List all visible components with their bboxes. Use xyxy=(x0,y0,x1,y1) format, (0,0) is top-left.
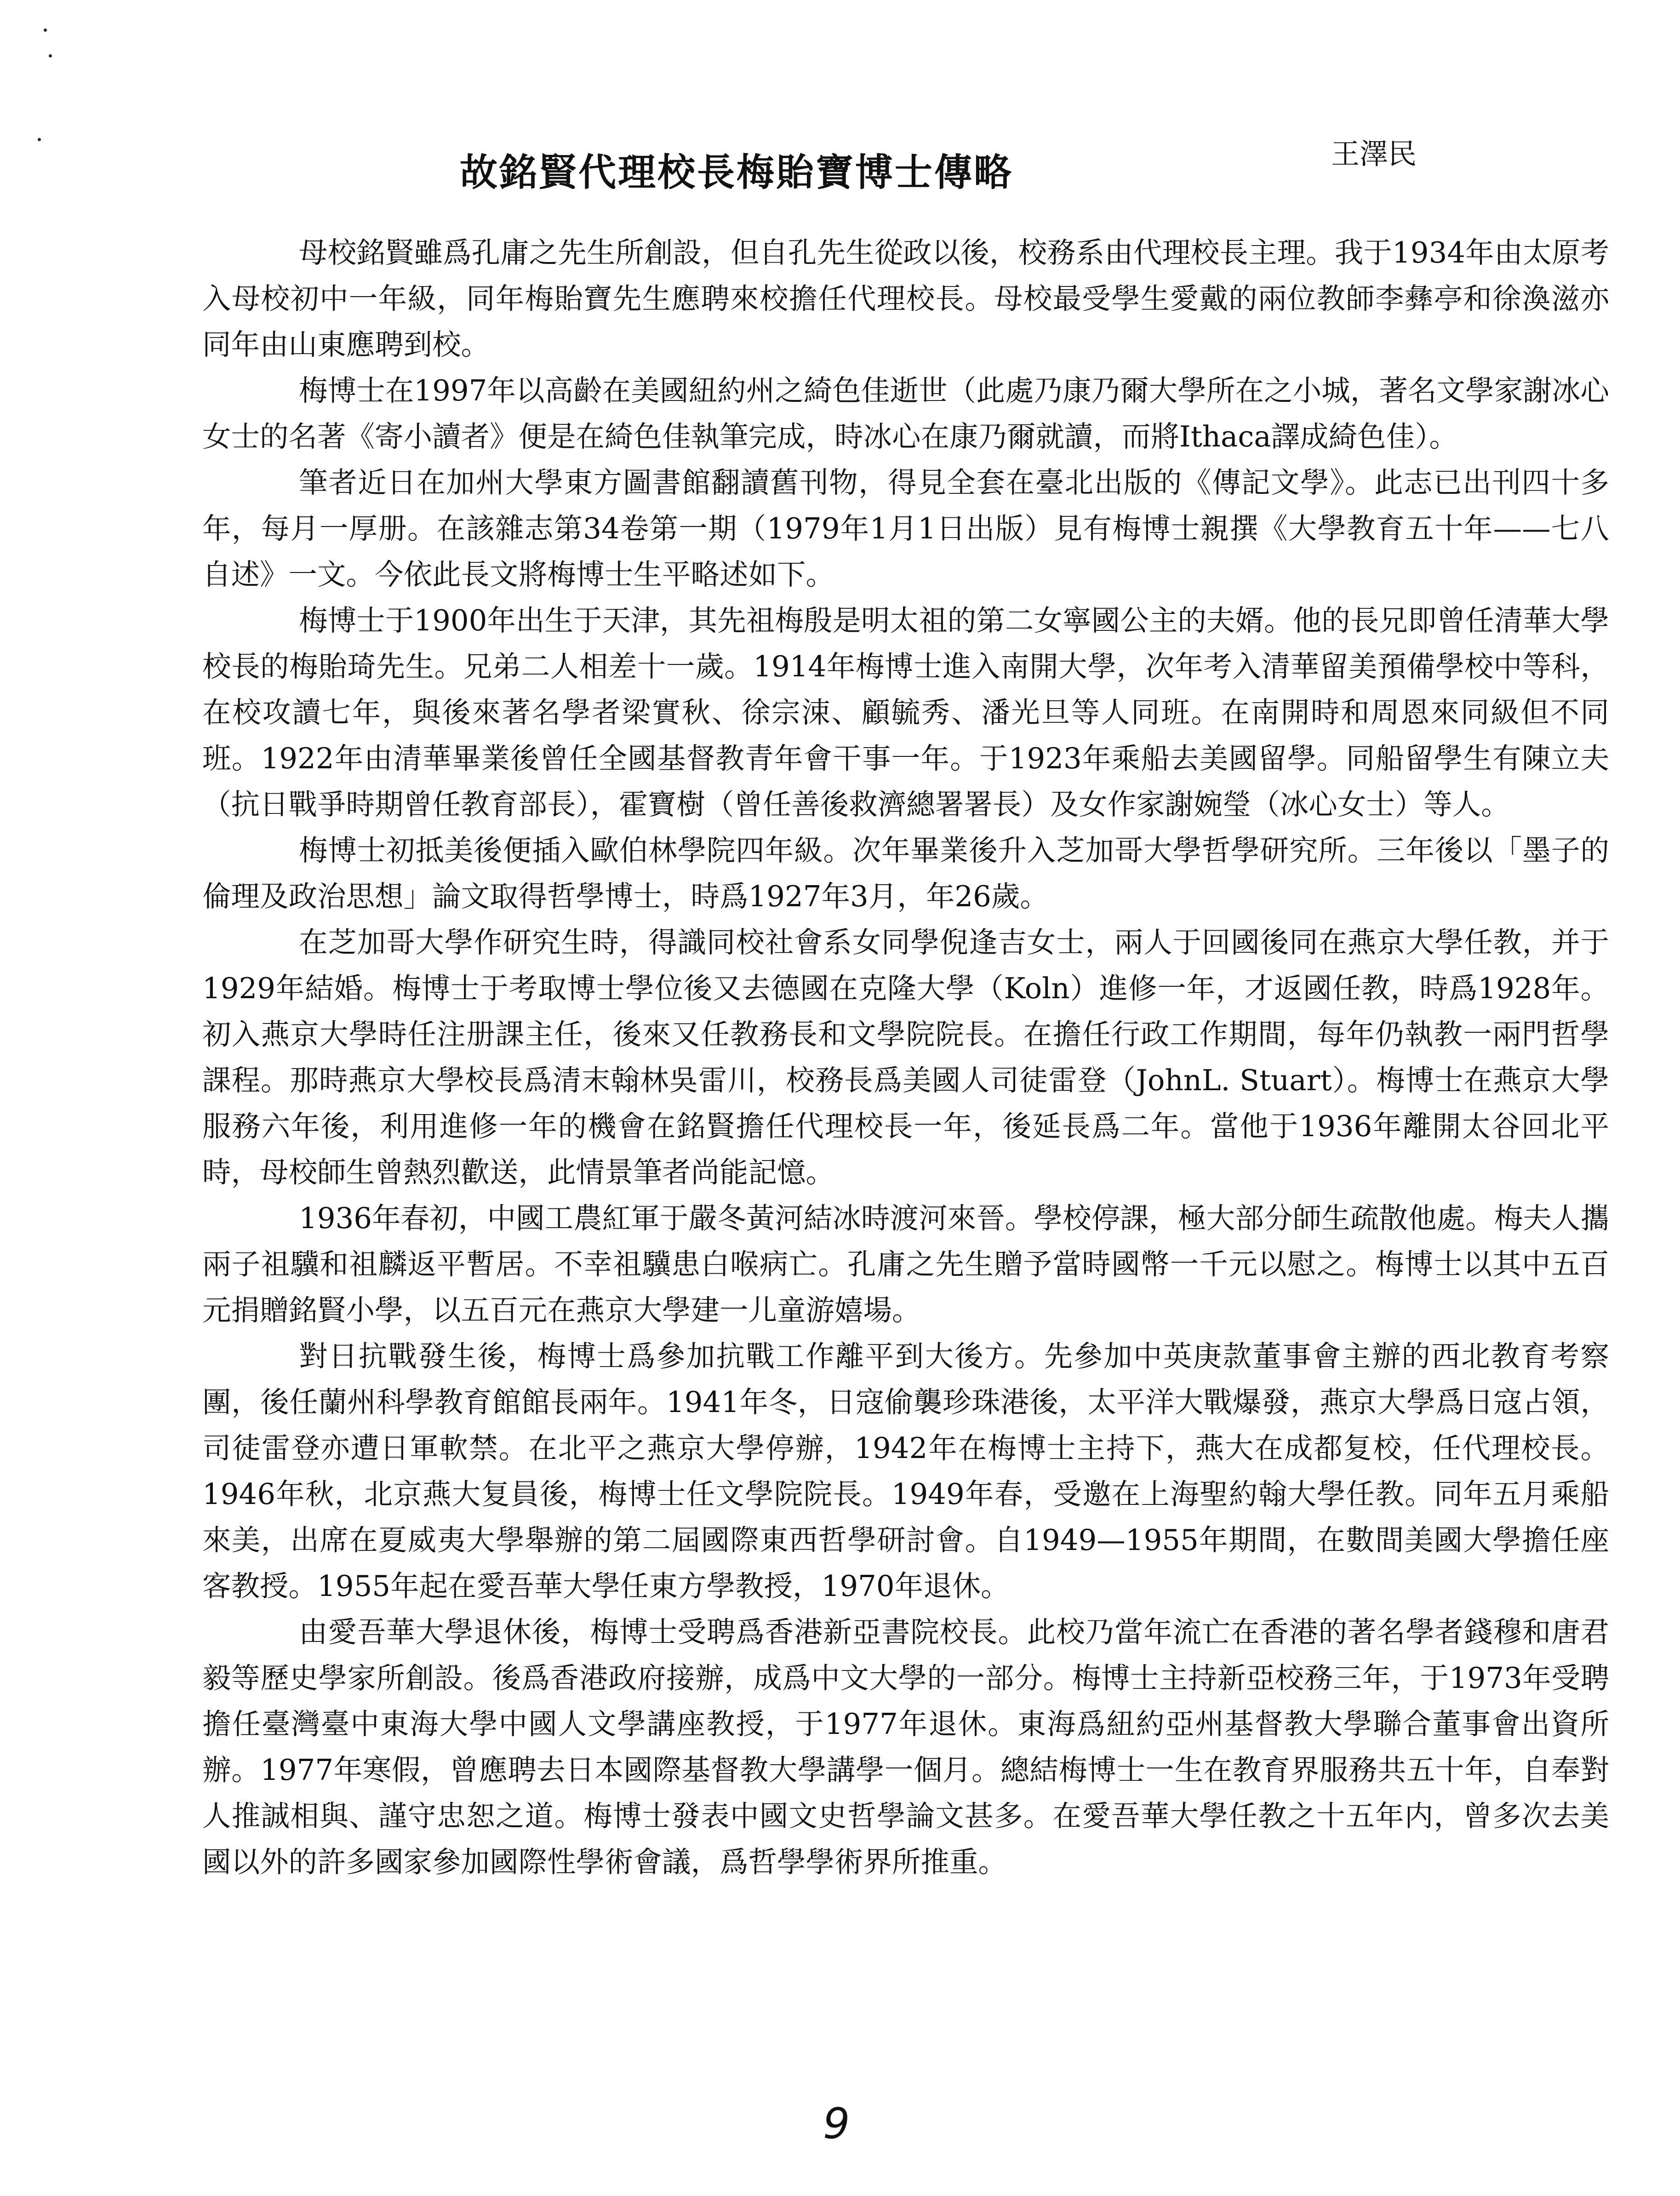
paragraph: 筆者近日在加州大學東方圖書館翻讀舊刊物，得見全套在臺北出版的《傳記文學》。此志已出刊四十多年，每月一厚册。在該雜志第34卷第一期（1979年1月1日出版）見有梅博士親撰《大學教育五十年——七八自述》一文。今依此長文將梅博士生平略述如下。 xyxy=(202,466,1609,591)
scan-speck xyxy=(49,54,52,57)
paragraph: 1936年春初，中國工農紅軍于嚴冬黃河結冰時渡河來晉。學校停課，極大部分師生疏散他處。梅夫人攜兩子祖驥和祖麟返平暫居。不幸祖驥患白喉病亡。孔庸之先生贈予當時國幣一千元以慰之。梅博士以其中五百元捐贈銘賢小學，以五百元在燕京大學建一儿童游嬉場。 xyxy=(202,1201,1609,1327)
paragraph: 梅博士于1900年出生于天津，其先祖梅殷是明太祖的第二女寧國公主的夫婿。他的長兄即曾任清華大學校長的梅貽琦先生。兄弟二人相差十一歲。1914年梅博士進入南開大學，次年考入清華留美預備學校中等科，在校攻讀七年，與後來著名學者梁實秋、徐宗涑、顧毓秀、潘光旦等人同班。在南開時和周恩來同級但不同班。1922年由清華畢業後曾任全國基督教青年會干事一年。于1923年乘船去美國留學。同船留學生有陳立夫（抗日戰爭時期曾任教育部長），霍寶樹（曾任善後救濟總署署長）及女作家謝婉瑩（冰心女士）等人。 xyxy=(202,604,1609,821)
article-title: 故銘賢代理校長梅貽寶博士傳略 xyxy=(460,150,1014,194)
scan-speck xyxy=(38,138,41,141)
paragraph: 由愛吾華大學退休後，梅博士受聘爲香港新亞書院校長。此校乃當年流亡在香港的著名學者錢穆和唐君毅等歷史學家所創設。後爲香港政府接辦，成爲中文大學的一部分。梅博士主持新亞校務三年，于1973年受聘擔任臺灣臺中東海大學中國人文學講座教授，于1977年退休。東海爲紐約亞州基督教大學聯合董事會出資所辦。1977年寒假，曾應聘去日本國際基督教大學講學一個月。總結梅博士一生在教育界服務共五十年，自奉對人推誠相與、謹守忠恕之道。梅博士發表中國文史哲學論文甚多。在愛吾華大學任教之十五年内，曾多次去美國以外的許多國家參加國際性學術會議，爲哲學學術界所推重。 xyxy=(202,1615,1609,1879)
author-name: 王澤民 xyxy=(1331,137,1417,171)
paragraph: 梅博士初抵美後便插入歐伯林學院四年級。次年畢業後升入芝加哥大學哲學研究所。三年後以「墨子的倫理及政治思想」論文取得哲學博士，時爲1927年3月，年26歲。 xyxy=(202,834,1609,913)
watermark xyxy=(270,84,282,119)
paragraph: 對日抗戰發生後，梅博士爲參加抗戰工作離平到大後方。先參加中英庚款董事會主辦的西北教育考察團，後任蘭州科學教育館館長兩年。1941年冬，日寇偷襲珍珠港後，太平洋大戰爆發，燕京大學爲日寇占領，司徒雷登亦遭日軍軟禁。在北平之燕京大學停辦，1942年在梅博士主持下，燕大在成都复校，任代理校長。1946年秋，北京燕大复員後，梅博士任文學院院長。1949年春，受邀在上海聖約翰大學任教。同年五月乘船來美，出席在夏威夷大學舉辦的第二屆國際東西哲學研討會。自1949—1955年期間，在數間美國大學擔任座客教授。1955年起在愛吾華大學任東方學教授，1970年退休。 xyxy=(202,1339,1609,1603)
paragraph: 母校銘賢雖爲孔庸之先生所創設，但自孔先生從政以後，校務系由代理校長主理。我于1934年由太原考入母校初中一年級，同年梅貽寶先生應聘來校擔任代理校長。母校最受學生愛戴的兩位教師李彝亭和徐渙滋亦同年由山東應聘到校。 xyxy=(202,236,1609,361)
paragraph: 梅博士在1997年以高齡在美國紐約州之綺色佳逝世（此處乃康乃爾大學所在之小城，著名文學家謝冰心女士的名著《寄小讀者》便是在綺色佳執筆完成，時冰心在康乃爾就讀，而將Ithaca譯成綺色佳）。 xyxy=(202,374,1609,453)
article-body xyxy=(202,230,1609,1885)
scan-speck xyxy=(44,29,47,32)
paragraph: 在芝加哥大學作研究生時，得識同校社會系女同學倪逢吉女士，兩人于回國後同在燕京大學任教，并于1929年結婚。梅博士于考取博士學位後又去德國在克隆大學（Koln）進修一年，才返國任教，時爲1928年。初入燕京大學時任注册課主任，後來又任教務長和文學院院長。在擔任行政工作期間，每年仍執教一兩門哲學課程。那時燕京大學校長爲清末翰林吳雷川，校務長爲美國人司徒雷登（JohnL. Stuart）。梅博士在燕京大學服務六年後，利用進修一年的機會在銘賢擔任代理校長一年，後延長爲二年。當他于1936年離開太谷回北平時，母校師生曾熱烈歡送，此情景筆者尚能記憶。 xyxy=(202,926,1609,1189)
page-number: 9 xyxy=(823,2099,850,2148)
